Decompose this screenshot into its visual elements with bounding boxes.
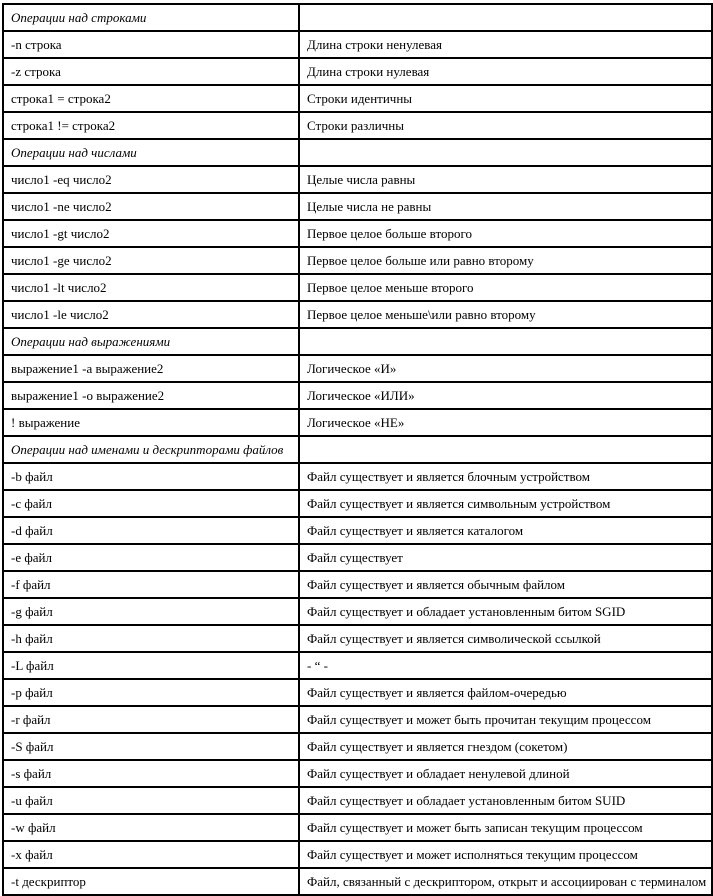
- operator-cell: строка1 != строка2: [3, 112, 299, 139]
- table-row: [3, 58, 712, 85]
- description-cell: Файл существует и является символьным устройством: [299, 490, 712, 517]
- description-cell: Первое целое меньше\или равно второму: [299, 301, 712, 328]
- description-cell: Логическое «НЕ»: [299, 409, 712, 436]
- operator-cell: -t дескриптор: [3, 868, 299, 895]
- table-row: [3, 247, 712, 274]
- operator-cell: строка1 = строка2: [3, 85, 299, 112]
- description-cell: Файл существует и является блочным устройством: [299, 463, 712, 490]
- description-cell: Файл существует и является файлом-очередью: [299, 679, 712, 706]
- description-cell: - “ -: [299, 652, 712, 679]
- operator-cell: Операции над строками: [3, 4, 299, 31]
- section-header-row: [3, 436, 712, 463]
- description-cell: Целые числа не равны: [299, 193, 712, 220]
- operator-cell: число1 -eq число2: [3, 166, 299, 193]
- table-row: [3, 517, 712, 544]
- operator-cell: -e файл: [3, 544, 299, 571]
- operator-cell: число1 -le число2: [3, 301, 299, 328]
- table-row: [3, 112, 712, 139]
- operator-cell: -w файл: [3, 814, 299, 841]
- description-cell: Строки различны: [299, 112, 712, 139]
- description-cell: Файл существует и может быть записан текущим процессом: [299, 814, 712, 841]
- table-row: [3, 652, 712, 679]
- description-cell: Целые числа равны: [299, 166, 712, 193]
- section-header-row: [3, 4, 712, 31]
- table-row: [3, 733, 712, 760]
- operator-cell: число1 -ge число2: [3, 247, 299, 274]
- description-cell: Файл, связанный с дескриптором, открыт и ассоциирован с терминалом: [299, 868, 712, 895]
- table-row: [3, 463, 712, 490]
- table-row: [3, 301, 712, 328]
- table-row: [3, 193, 712, 220]
- operator-cell: число1 -lt число2: [3, 274, 299, 301]
- table-row: [3, 787, 712, 814]
- operator-cell: -s файл: [3, 760, 299, 787]
- table-row: [3, 31, 712, 58]
- table-row: [3, 625, 712, 652]
- table-row: [3, 355, 712, 382]
- description-cell: [299, 139, 712, 166]
- operator-cell: число1 -ne число2: [3, 193, 299, 220]
- table-row: [3, 706, 712, 733]
- operator-cell: -d файл: [3, 517, 299, 544]
- description-cell: [299, 328, 712, 355]
- table-row: [3, 490, 712, 517]
- operator-cell: -S файл: [3, 733, 299, 760]
- operator-cell: -g файл: [3, 598, 299, 625]
- description-cell: Первое целое больше или равно второму: [299, 247, 712, 274]
- description-cell: Длина строки ненулевая: [299, 31, 712, 58]
- table-row: [3, 544, 712, 571]
- section-header-row: [3, 328, 712, 355]
- description-cell: Файл существует и является каталогом: [299, 517, 712, 544]
- operator-cell: -f файл: [3, 571, 299, 598]
- operator-cell: число1 -gt число2: [3, 220, 299, 247]
- description-cell: Файл существует и является гнездом (сокетом): [299, 733, 712, 760]
- description-cell: Строки идентичны: [299, 85, 712, 112]
- operator-cell: -x файл: [3, 841, 299, 868]
- operator-cell: -p файл: [3, 679, 299, 706]
- description-cell: Файл существует и обладает установленным битом SGID: [299, 598, 712, 625]
- table-row: [3, 85, 712, 112]
- table-row: [3, 220, 712, 247]
- description-cell: Длина строки нулевая: [299, 58, 712, 85]
- table-row: [3, 598, 712, 625]
- description-cell: Файл существует и является обычным файлом: [299, 571, 712, 598]
- operator-cell: выражение1 -a выражение2: [3, 355, 299, 382]
- table-row: [3, 571, 712, 598]
- table-row: [3, 274, 712, 301]
- table-row: [3, 679, 712, 706]
- operator-cell: -r файл: [3, 706, 299, 733]
- table-body: [3, 4, 712, 895]
- description-cell: [299, 4, 712, 31]
- operator-cell: -z строка: [3, 58, 299, 85]
- operator-cell: Операции над числами: [3, 139, 299, 166]
- operator-cell: ! выражение: [3, 409, 299, 436]
- operator-cell: -L файл: [3, 652, 299, 679]
- operator-cell: -b файл: [3, 463, 299, 490]
- description-cell: Файл существует и обладает установленным битом SUID: [299, 787, 712, 814]
- operator-cell: -n строка: [3, 31, 299, 58]
- table-row: [3, 868, 712, 895]
- table-row: [3, 841, 712, 868]
- operator-cell: Операции над выражениями: [3, 328, 299, 355]
- table-row: [3, 814, 712, 841]
- test-operators-table: [2, 3, 713, 896]
- description-cell: [299, 436, 712, 463]
- operator-cell: -h файл: [3, 625, 299, 652]
- description-cell: Файл существует и может исполняться текущим процессом: [299, 841, 712, 868]
- description-cell: Файл существует и обладает ненулевой длиной: [299, 760, 712, 787]
- operator-cell: -c файл: [3, 490, 299, 517]
- description-cell: Файл существует и может быть прочитан текущим процессом: [299, 706, 712, 733]
- description-cell: Логическое «И»: [299, 355, 712, 382]
- description-cell: Файл существует и является символической ссылкой: [299, 625, 712, 652]
- table-row: [3, 760, 712, 787]
- table-row: [3, 409, 712, 436]
- operator-cell: -u файл: [3, 787, 299, 814]
- description-cell: Логическое «ИЛИ»: [299, 382, 712, 409]
- operator-cell: выражение1 -o выражение2: [3, 382, 299, 409]
- description-cell: Первое целое меньше второго: [299, 274, 712, 301]
- table-row: [3, 166, 712, 193]
- section-header-row: [3, 139, 712, 166]
- operator-cell: Операции над именами и дескрипторами файлов: [3, 436, 299, 463]
- description-cell: Файл существует: [299, 544, 712, 571]
- description-cell: Первое целое больше второго: [299, 220, 712, 247]
- table-row: [3, 382, 712, 409]
